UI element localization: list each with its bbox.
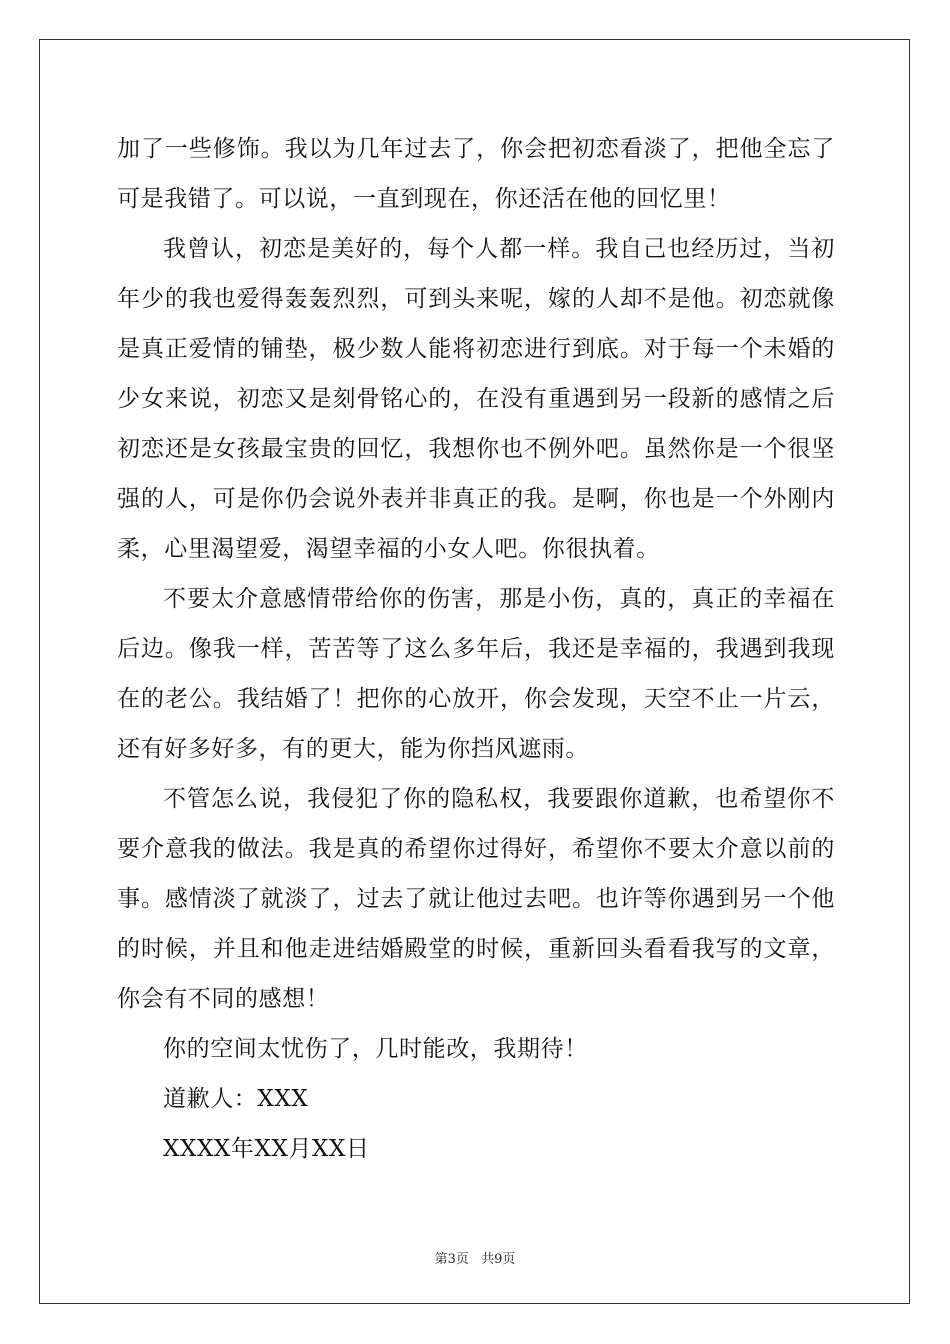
page-total: 共9页 <box>481 1252 516 1267</box>
paragraph-continuation: 加了一些修饰。我以为几年过去了，你会把初恋看淡了，把他全忘了可是我错了。可以说，一直到现在，你还活在他的回忆里！ <box>117 136 835 212</box>
paragraph: 不管怎么说，我侵犯了你的隐私权，我要跟你道歉，也希望你不要介意我的做法。我是真的希望你过得好，希望你不要太介意以前的事。感情淡了就淡了，过去了就让他过去吧。也许等你遇到另一个他的时候，并且和他走进结婚殿堂的时候，重新回头看看我写的文章，你会有不同的感想！ <box>117 786 835 1012</box>
signature-line: 道歉人：XXX <box>163 1086 309 1112</box>
page-footer <box>0 1248 950 1267</box>
date-line: XXXX年XX月XX日 <box>163 1136 370 1162</box>
paragraph: 你的空间太忧伤了，几时能改，我期待！ <box>163 1036 588 1062</box>
paragraph: 不要太介意感情带给你的伤害，那是小伤，真的，真正的幸福在后边。像我一样，苦苦等了这么多年后，我还是幸福的，我遇到我现在的老公。我结婚了！把你的心放开，你会发现，天空不止一片云，还有好多好多，有的更大，能为你挡风遮雨。 <box>117 586 835 762</box>
document-body <box>117 124 835 1174</box>
paragraph: 我曾认，初恋是美好的，每个人都一样。我自己也经历过，当初年少的我也爱得轰轰烈烈，可到头来呢，嫁的人却不是他。初恋就像是真正爱情的铺垫，极少数人能将初恋进行到底。对于每一个未婚的少女来说，初恋又是刻骨铭心的，在没有重遇到另一段新的感情之后初恋还是女孩最宝贵的回忆，我想你也不例外吧。虽然你是一个很坚强的人，可是你仍会说外表并非真正的我。是啊，你也是一个外刚内柔，心里渴望爱，渴望幸福的小女人吧。你很执着。 <box>117 236 835 562</box>
page-number: 第3页 <box>434 1252 469 1267</box>
